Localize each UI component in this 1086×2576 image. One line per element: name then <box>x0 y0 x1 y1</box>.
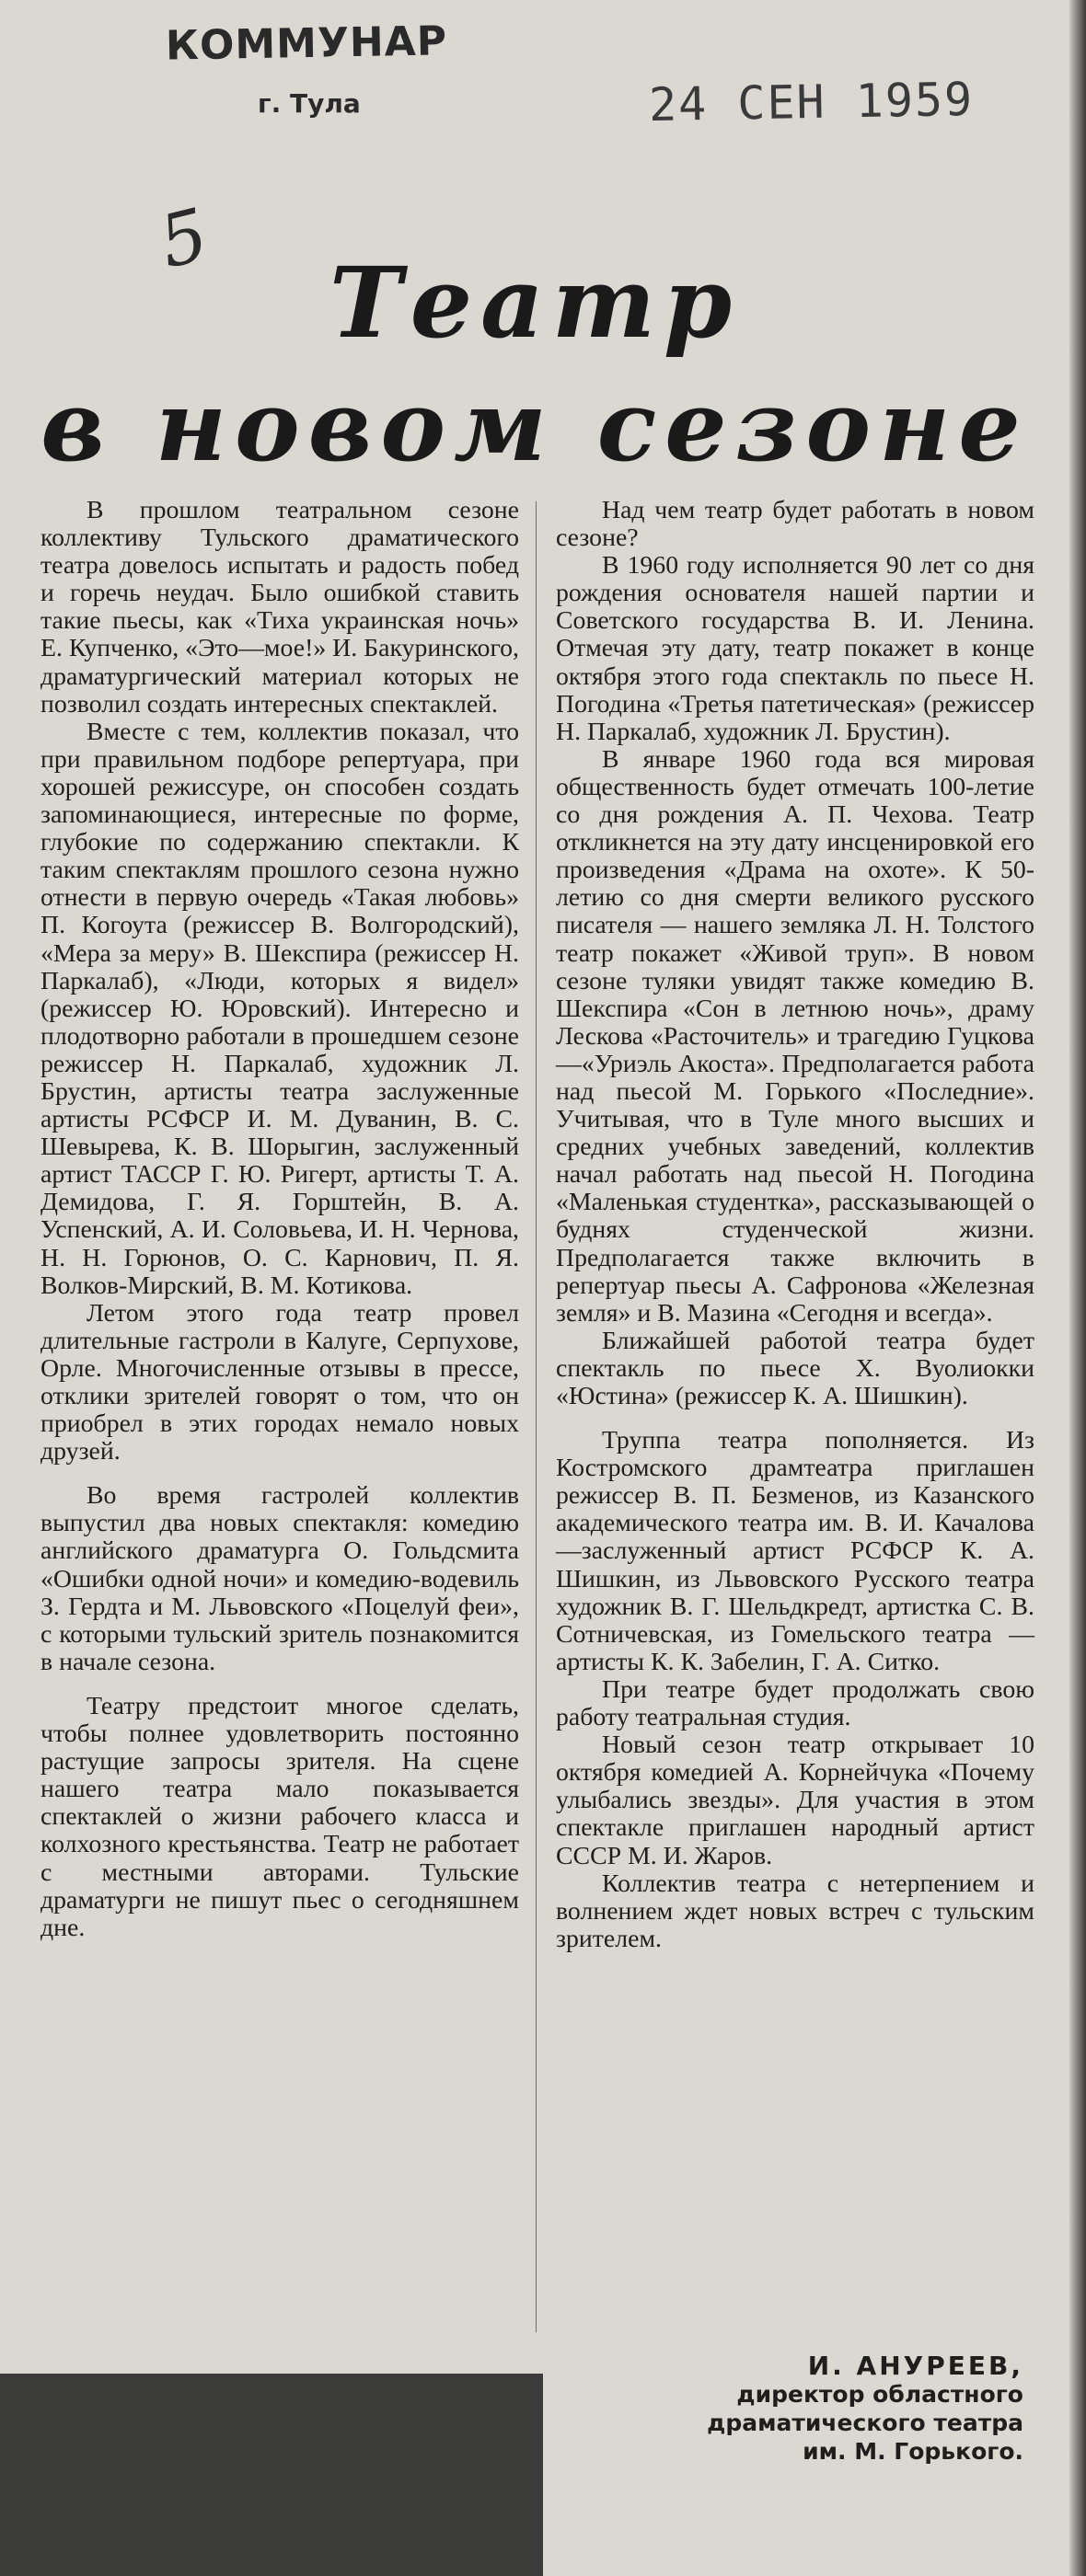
paragraph: При театре будет продолжать свою работу театральная студия. <box>556 1674 1034 1732</box>
author-position: им. М. Горького. <box>803 2438 1023 2465</box>
paragraph: Вместе с тем, коллектив показал, что при правильном подборе репертуара, при хорошей режиссуре, он способен создать запоминающиеся, интересные по форме, глубокие по содержанию спектакли. К таким спектаклям прошлого сезона нужно отнести в первую очередь «Такая любовь» П. Когоута (режиссер В. Волгородский), «Мера за меру» В. Шекспира (режиссер Н. Паркалаб), «Люди, которых я видел» (режиссер Ю. Юровский). Интересно и плодотворно работали в прошедшем сезоне режиссер Н. Паркалаб, художник Л. Брустин, артисты театра заслуженные артисты РСФСР И. М. Дуванин, В. С. Шевырева, К. В. Шорыгин, заслуженный артист ТАССР Г. Ю. Ригерт, артисты Т. А. Демидова, Г. Я. Горштейн, В. А. Успенский, А. И. Соловьева, И. Н. Чернова, Н. Н. Горюнов, О. С. Карнович, П. Я. Волков-Мирский, В. М. Котикова. <box>40 717 519 1300</box>
date-stamp: 24 СЕН 1959 <box>648 72 975 132</box>
paragraph: Над чем театр будет работать в новом сезоне? <box>556 496 1034 553</box>
author-name: И. АНУРЕЕВ, <box>807 2351 1023 2381</box>
article-title-line2: в новом сезоне <box>40 368 1029 483</box>
right-column <box>556 497 1034 1953</box>
signature-block <box>707 2352 1023 2466</box>
paragraph: В 1960 году исполняется 90 лет со дня рождения основателя нашей партии и Советского государства В. И. Ленина. Отмечая эту дату, театр покажет в конце октября этого года спектакль по пьесе Н. Погодина «Третья патетическая» (режиссер Н. Паркалаб, художник Л. Брустин). <box>556 551 1034 746</box>
archive-number: 5 <box>151 193 216 285</box>
background-area <box>0 2374 543 2576</box>
paragraph: Новый сезон театр открывает 10 октября комедией А. Корнейчука «Почему улыбались звезды». Для участия в этом спектакле приглашен народный артист СССР М. И. Жаров. <box>556 1731 1034 1870</box>
paragraph: Труппа театра пополняется. Из Костромского драмтеатра приглашен режиссер В. П. Безменов, из Казанского академического театра им. В. И. Качалова—заслуженный артист РСФСР К. А. Шишкин, из Львовского Русского театра художник В. Г. Шельдкредт, артистка С. В. Сотничевская, из Гомельского театра — артисты К. К. Забелин, Г. А. Ситко. <box>556 1426 1034 1676</box>
paragraph: В прошлом театральном сезоне коллективу Тульского драматического театра довелось испытать и радость побед и горечь неудач. Было ошибкой ставить такие пьесы, как «Тиха украинская ночь» Е. Купченко, «Это—мое!» И. Бакуринского, драматургический материал которых не позволил создать интересных спектаклей. <box>40 496 519 719</box>
paragraph: Во время гастролей коллектив выпустил два новых спектакля: комедию английского драматурга О. Гольдсмита «Ошибки одной ночи» и комедию-водевиль З. Гердта и М. Львовского «Поцелуй феи», с которыми тульский зритель познакомится в начале сезона. <box>40 1481 519 1676</box>
article-title-line1: Театр <box>329 245 741 360</box>
author-position: драматического театра <box>707 2409 1023 2436</box>
paragraph: Коллектив театра с нетерпением и волнением ждет новых встреч с тульским зрителем. <box>556 1869 1034 1953</box>
left-column <box>40 497 519 1942</box>
city-label: г. Тула <box>258 88 361 119</box>
column-divider <box>536 501 537 2332</box>
torn-edge <box>1069 0 1086 2576</box>
author-position: директор областного <box>736 2381 1023 2408</box>
paragraph: Ближайшей работой театра будет спектакль по пьесе Х. Вуолиокки «Юстина» (режиссер К. А. Шишкин). <box>556 1326 1034 1410</box>
paragraph: Летом этого года театр провел длительные гастроли в Калуге, Серпухове, Орле. Многочисленные отзывы в прессе, отклики зрителей говорят о том, что он приобрел в этих городах немало новых друзей. <box>40 1298 519 1466</box>
paragraph: Театру предстоит многое сделать, чтобы полнее удовлетворить постоянно растущие запросы зрителя. На сцене нашего театра мало показывается спектаклей о жизни рабочего класса и колхозного крестьянства. Театр не работает с местными авторами. Тульские драматурги не пишут пьес о сегодняшнем дне. <box>40 1691 519 1942</box>
newspaper-name-stamp: КОММУНАР <box>165 17 448 70</box>
paragraph: В январе 1960 года вся мировая общественность будет отмечать 100-летие со дня рождения А. П. Чехова. Театр откликнется на эту дату инсценировкой его произведения «Драма на охоте». К 50-летию со дня смерти великого русского писателя — нашего земляка Л. Н. Толстого театр покажет «Живой труп». В новом сезоне туляки увидят также комедию В. Шекспира «Сон в летнюю ночь», драму Лескова «Расточитель» и трагедию Гуцкова—«Уриэль Акоста». Предполагается работа над пьесой М. Горького «Последние». Учитывая, что в Туле много высших и средних учебных заведений, коллектив начал работать над пьесой Н. Погодина «Маленькая студентка», рассказывающей о буднях студенческой жизни. Предполагается также включить в репертуар пьесы А. Сафронова «Железная земля» и В. Мазина «Сегодня и всегда». <box>556 744 1034 1328</box>
